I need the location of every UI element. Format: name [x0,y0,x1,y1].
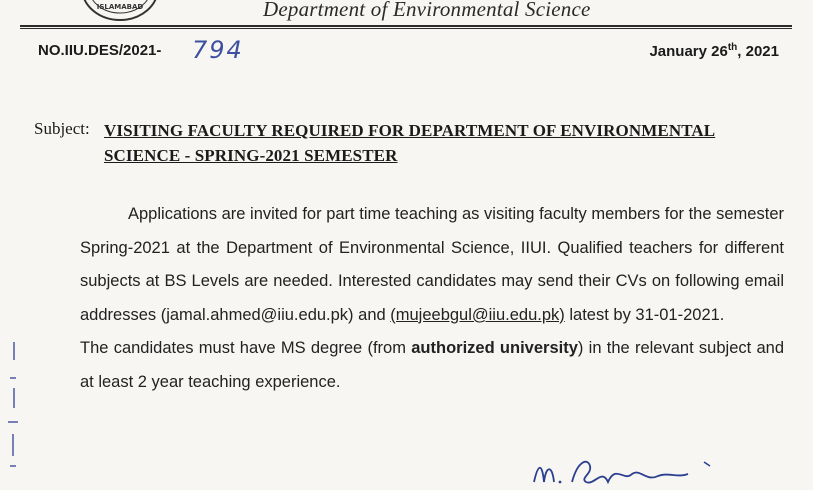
letter-body [80,198,784,400]
margin-marks [2,338,22,478]
deadline-text: latest by 31-01-2021. [564,305,725,324]
paragraph-2-end: ) in the relevant subject and at least 2 year teaching experience. [80,339,784,391]
seal-text: ISLAMABAD [96,3,144,11]
subject-label: Subject: [34,119,90,138]
letter-date: January 26th, 2021 [649,42,779,60]
paragraph-2-text: The candidates must have MS degree (from [80,339,412,358]
email-link-mujeeb[interactable]: (mujeebgul@iiu.edu.pk) [390,305,565,324]
header-rule-thick [20,25,792,27]
paragraph-1 [80,198,784,332]
authorized-university-text: authorized university [411,339,578,358]
reference-number-handwritten: 794 [192,36,244,64]
department-name: Department of Environmental Science [263,0,591,21]
reference-number: NO.IIU.DES/2021- [38,42,162,59]
subject-title: VISITING FACULTY REQUIRED FOR DEPARTMENT OF ENVIRONMENTAL SCIENCE - SPRING-2021 SEMESTER [104,121,716,165]
email-link-jamal[interactable]: (jamal.ahmed@iiu.edu.pk) [160,305,354,324]
paragraph-1-text: Applications are invited for part time teaching as visiting faculty members for the semester Spring-2021 at the Department of Environmental Science, IIUI. Qualified teachers for different subjects at BS Levels are needed. Interested candidates may send their CVs on following email addresses [80,205,784,324]
and-text: and [353,305,391,324]
paragraph-2 [80,332,784,399]
header-rule-thin [20,28,792,29]
university-seal-logo [78,0,162,22]
signature [528,452,758,490]
